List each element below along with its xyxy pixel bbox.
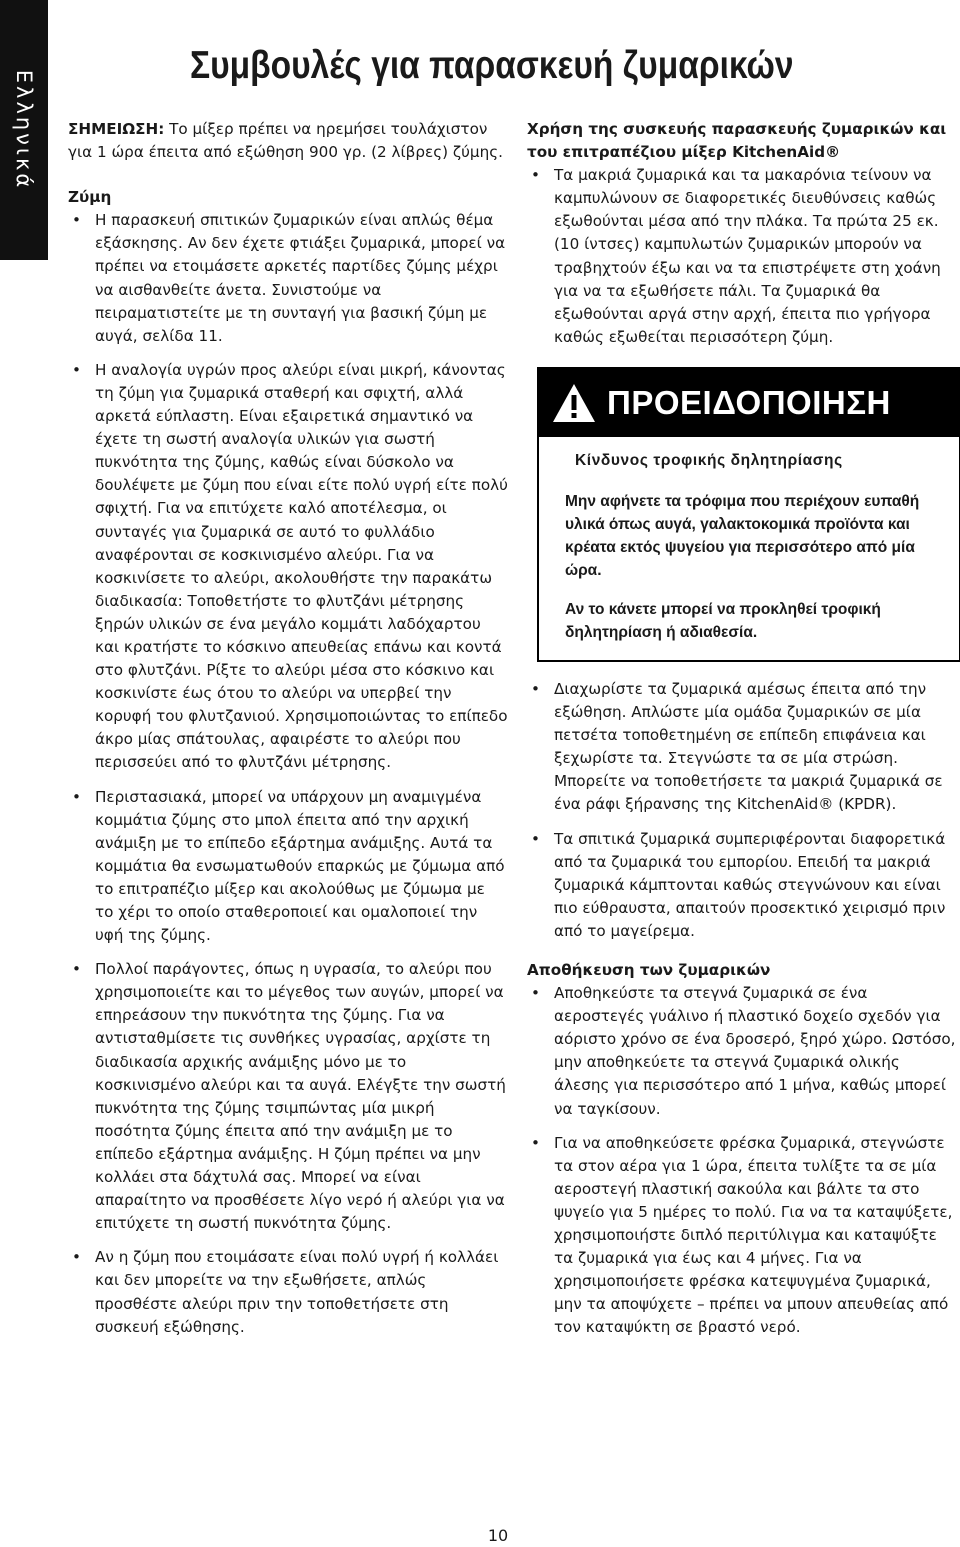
list-item: • Τα σπιτικά ζυμαρικά συμπεριφέρονται διαφορετικά από τα ζυμαρικά του εμπορίου. Επειδή τα μακριά ζυμαρικά κάμπτονται καθώς στεγνώνουν και είναι πιο εύθραυστα, απαιτούν προσεκτικό χειρισμό πριν από το μαγείρεμα. bbox=[527, 828, 957, 943]
warning-triangle-icon bbox=[551, 382, 597, 424]
warning-title: ΠΡΟΕΙΔΟΠΟΙΗΣΗ bbox=[607, 384, 891, 422]
note-paragraph bbox=[68, 118, 508, 164]
list-item: • Αν η ζύμη που ετοιμάσατε είναι πολύ υγρή ή κολλάει και δεν μπορείτε να την εξωθήσετε, απλώς προσθέστε αλεύρι πριν την τοποθετήσετε στη συσκευή εξώθησης. bbox=[68, 1246, 508, 1338]
language-tab bbox=[0, 0, 48, 260]
list-item: • Η αναλογία υγρών προς αλεύρι είναι μικρή, κάνοντας τη ζύμη για ζυμαρικά σταθερή και σφιχτή, αλλά αρκετά εύπλαστη. Είναι εξαιρετικά σημαντικό να έχετε τη σωστή αναλογία υλικών για σωστή πυκνότητα της ζύμης, καθώς είναι δύσκολο να δουλέψετε με ζύμη που είναι είτε πολύ υγρή είτε πολύ σφιχτή. Για να επιτύχετε καλό αποτέλεσμα, οι συνταγές για ζυμαρικά σε αυτό το φυλλάδιο αναφέρονται σε κοσκινισμένο αλεύρι. Για να κοσκινίσετε το αλεύρι, ακολουθήστε την παρακάτω διαδικασία: Τοποθετήστε το φλυτζάνι μέτρησης ξηρών υλικών σε ένα μεγάλο κομμάτι λαδόχαρτου και κρατήστε το κόσκινο απευθείας επάνω και κοντά στο φλυτζάνι. Ρίξτε το αλεύρι μέσα στο κόσκινο και κοσκινίστε έως ότου το αλεύρι να υπερβεί την κορυφή του φλυτζανιού. Χρησιμοποιώντας το επίπεδο άκρο μίας σπάτουλας, αφαιρέστε το αλεύρι που περισσεύει από το φλυτζάνι μέτρησης. bbox=[68, 359, 508, 775]
warning-header bbox=[539, 369, 959, 437]
warning-box bbox=[537, 367, 960, 662]
warning-body bbox=[539, 437, 959, 660]
handling-bullet-list bbox=[527, 678, 957, 943]
dough-heading: Ζύμη bbox=[68, 188, 112, 207]
list-item: • Για να αποθηκεύσετε φρέσκα ζυμαρικά, στεγνώστε τα στον αέρα για 1 ώρα, έπειτα τυλίξτε τα σε μία αεροστεγή πλαστική σακούλα και βάλτε τα στο ψυγείο για 5 ημέρες το πολύ. Για να τα καταψύξετε, χρησιμοποιήστε διπλό περιτύλιγμα και καταψύξτε τα ζυμαρικά για έως και 4 μήνες. Για να χρησιμοποιήσετε φρέσκα κατεψυγμένα ζυμαρικά, μην τα αποψύχετε – πρέπει να μπουν απευθείας από τον καταψύκτη σε βραστό νερό. bbox=[527, 1132, 957, 1340]
list-item: • Διαχωρίστε τα ζυμαρικά αμέσως έπειτα από την εξώθηση. Απλώστε μία ομάδα ζυμαρικών σε μία πετσέτα τοποθετημένη σε επίπεδη επιφάνεια και ξεχωρίστε τα. Στεγνώστε τα σε μία στρώση. Μπορείτε να τοποθετήσετε τα μακριά ζυμαρικά σε ένα ράφι ξήρανσης της KitchenAid® (KPDR). bbox=[527, 678, 957, 817]
list-item: • Τα μακριά ζυμαρικά και τα μακαρόνια τείνουν να καμπυλώνουν σε διαφορετικές διευθύνσεις καθώς εξωθούνται μέσα από την πλάκα. Τα πρώτα 25 εκ. (10 ίντσες) καμπυλωτών ζυμαρικών μπορούν να τραβηχτούν έξω και να τα επιστρέψετε στη χοάνη για να τα εξωθήσετε πάλι. Τα ζυμαρικά θα εξωθούνται αργά στην αρχή, έπειτα πιο γρήγορα καθώς εξωθείται περισσότερη ζύμη. bbox=[527, 164, 957, 349]
warning-text: Μην αφήνετε τα τρόφιμα που περιέχουν ευπαθή υλικά όπως αυγά, γαλακτοκομικά προϊόντα και κρέατα εκτός ψυγείου για περισσότερο από μία ώρα. bbox=[565, 492, 920, 579]
list-item: • Αποθηκεύστε τα στεγνά ζυμαρικά σε ένα αεροστεγές γυάλινο ή πλαστικό δοχείο σχεδόν για αόριστο χρόνο σε ένα δροσερό, ξηρό χώρο. Ωστόσο, μην αποθηκεύετε τα στεγνά ζυμαρικά ολικής άλεσης για περισσότερο από 1 μήνα, καθώς μπορεί να ταγκίσουν. bbox=[527, 982, 957, 1121]
language-tab-label: Ελληνικά bbox=[12, 69, 36, 191]
usage-bullet-list bbox=[527, 164, 957, 349]
note-text: Το μίξερ πρέπει να ηρεμήσει τουλάχιστον για 1 ώρα έπειτα από εξώθηση 900 γρ. (2 λίβρες) ζύμης. bbox=[68, 120, 503, 162]
list-item: • Πολλοί παράγοντες, όπως η υγρασία, το αλεύρι που χρησιμοποιείτε και το μέγεθος των αυγών, μπορεί να επηρεάσουν την πυκνότητα της ζύμης. Για να αντισταθμίσετε τις συνθήκες υγρασίας, αρχίστε τη διαδικασία αρχικής ανάμιξης μόνο με το κοσκινισμένο αλεύρι και τα αυγά. Ελέγξτε την σωστή πυκνότητα της ζύμης τσιμπώντας μία μικρή ποσότητα ζύμης έπειτα από την ανάμιξη με το επίπεδο εξάρτημα ανάμιξης. Η ζύμη πρέπει να μην κολλάει στα δάχτυλά σας. Μπορεί να είναι απαραίτητο να προσθέσετε λίγο νερό ή αλεύρι για να επιτύχετε τη σωστή πυκνότητα ζύμης. bbox=[68, 958, 508, 1235]
warning-consequence: Αν το κάνετε μπορεί να προκληθεί τροφική δηλητηρίαση ή αδιαθεσία. bbox=[565, 600, 881, 641]
left-column bbox=[68, 118, 508, 1339]
page-number: 10 bbox=[487, 1526, 509, 1545]
usage-heading: Χρήση της συσκευής παρασκευής ζυμαρικών και του επιτραπέζιου μίξερ KitchenAid® bbox=[527, 120, 947, 162]
list-item: • Η παρασκευή σπιτικών ζυμαρικών είναι απλώς θέμα εξάσκησης. Αν δεν έχετε φτιάξει ζυμαρικά, μπορεί να πρέπει να ετοιμάσετε αρκετές παρτίδες ζύμης μέχρι να αισθανθείτε άνετα. Συνιστούμε να πειραματιστείτε με τη συνταγή για βασική ζύμη με αυγά, σελίδα 11. bbox=[68, 209, 508, 348]
list-item: • Περιστασιακά, μπορεί να υπάρχουν μη αναμιγμένα κομμάτια ζύμης στο μπολ έπειτα από την αρχική ανάμιξη με το επίπεδο εξάρτημα ανάμιξης. Αυτά τα κομμάτια θα ενσωματωθούν επαρκώς με ζύμωμα από το επιτραπέζιο μίξερ και ακολούθως με ζύμωμα με το χέρι το οποίο σταθεροποιεί και ομαλοποιεί την υφή της ζύμης. bbox=[68, 786, 508, 948]
page-title: Συμβουλές για παρασκευή ζυμαρικών bbox=[190, 44, 794, 87]
warning-subtitle: Κίνδυνος τροφικής δηλητηρίασης bbox=[575, 451, 843, 469]
note-label: ΣΗΜΕΙΩΣΗ: bbox=[68, 120, 165, 138]
dough-bullet-list bbox=[68, 209, 508, 1338]
right-column bbox=[527, 118, 957, 1339]
storage-bullet-list bbox=[527, 982, 957, 1339]
storage-heading: Αποθήκευση των ζυμαρικών bbox=[527, 960, 771, 979]
